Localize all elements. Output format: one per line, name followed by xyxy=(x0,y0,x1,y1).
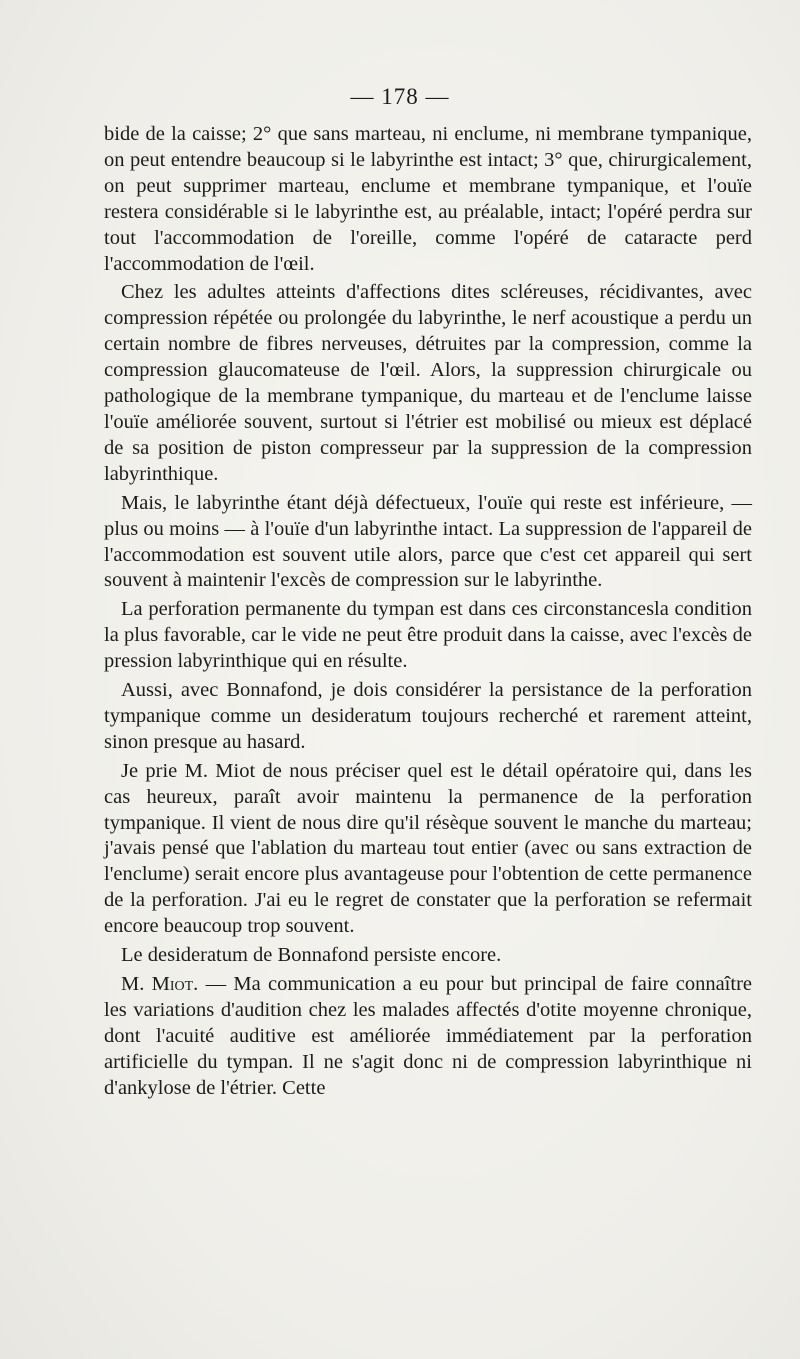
body-text xyxy=(104,122,752,1105)
paragraph-8 xyxy=(104,972,752,1102)
page-number: — 178 — xyxy=(350,84,450,109)
paragraph-7: Le desideratum de Bonnafond persiste encore. xyxy=(121,944,502,967)
paragraph-1: bide de la caisse; 2° que sans marteau, ni enclume, ni membrane tympanique, on peut entendre beaucoup si le labyrinthe est intact; 3° que, chirurgicalement, on peut supprimer marteau, enclume et membrane tympanique, et l'ouïe restera considérable si le labyrinthe est, au préalable, intact; l'opéré perdra sur tout l'accommodation de l'oreille, comme l'opéré de cataracte perd l'accommodation de l'œil. xyxy=(104,123,752,275)
paragraph-4: La perforation permanente du tympan est dans ces circonstancesla condition la plus favorable, car le vide ne peut être produit dans la caisse, avec l'excès de pression labyrinthique qui en résulte. xyxy=(104,598,752,673)
paragraph-8-text: — Ma communication a eu pour but principal de faire connaître les variations d'audition chez les malades affectés d'otite moyenne chronique, dont l'acuité auditive est améliorée immédiatement par la perforation artificielle du tympan. Il ne s'agit donc ni de compression labyrinthique ni d'ankylose de l'étrier. Cette xyxy=(104,973,752,1099)
paragraph-2: Chez les adultes atteints d'affections dites scléreuses, récidivantes, avec compression répétée ou prolongée du labyrinthe, le nerf acoustique a perdu un certain nombre de fibres nerveuses, détruites par la compression, comme la compression glaucomateuse de l'œil. Alors, la suppression chirurgicale ou pathologique de la membrane tympanique, du marteau et de l'enclume laisse l'ouïe améliorée souvent, surtout si l'étrier est mobilisé ou mieux est déplacé de sa position de piston compresseur par la suppression de la compression labyrinthique. xyxy=(104,281,752,485)
paragraph-6: Je prie M. Miot de nous préciser quel est le détail opératoire qui, dans les cas heureux, paraît avoir maintenu la permanence de la perforation tympanique. Il vient de nous dire qu'il résèque souvent le manche du marteau; j'avais pensé que l'ablation du marteau tout entier (avec ou sans extraction de l'enclume) serait encore plus avantageuse pour l'obtention de cette permanence de la perforation. J'ai eu le regret de constater que la perforation se refermait encore beaucoup trop souvent. xyxy=(104,759,752,938)
paragraph-3: Mais, le labyrinthe étant déjà défectueux, l'ouïe qui reste est inférieure, — plus ou moins — à l'ouïe d'un labyrinthe intact. La suppression de l'appareil de l'accommodation est souvent utile alors, parce que c'est cet appareil qui sert souvent à maintenir l'excès de compression sur le labyrinthe. xyxy=(104,491,752,592)
speaker-name: M. Miot. xyxy=(121,973,199,995)
paragraph-5: Aussi, avec Bonnafond, je dois considérer la persistance de la perforation tympanique comme un desideratum toujours recherché et rarement atteint, sinon presque au hasard. xyxy=(104,679,752,753)
